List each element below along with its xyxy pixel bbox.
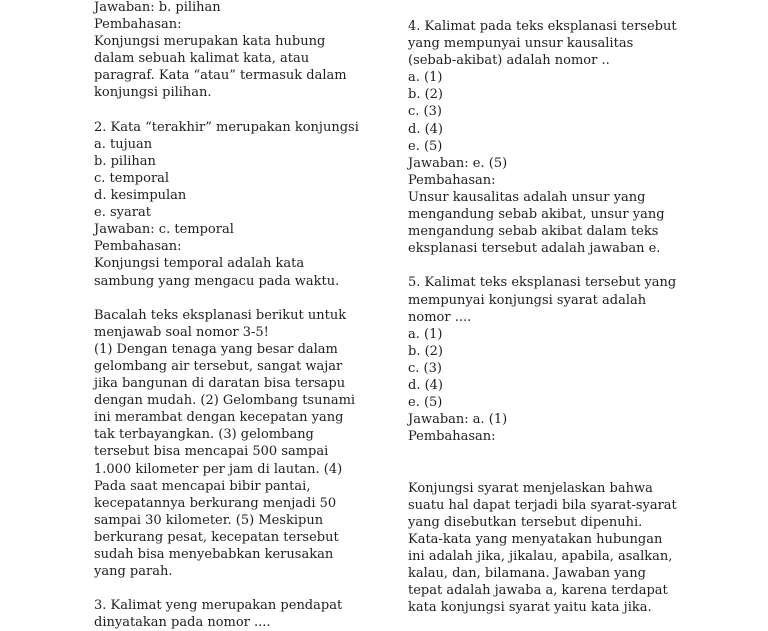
question-5 [408, 274, 698, 616]
left-column [94, 0, 376, 631]
q5-question-line: 5. Kalimat teks eksplanasi tersebut yang [408, 275, 677, 291]
passage-line: jika bangunan di daratan bisa tersapu [94, 376, 346, 392]
passage-line: dengan mudah. (2) Gelombang tsunami [94, 393, 356, 409]
question-2 [94, 119, 376, 290]
passage-line: yang parah. [94, 564, 173, 580]
q2-option: a. tujuan [94, 136, 153, 152]
q1-discussion-line: konjungsi pilihan. [94, 85, 212, 101]
q2-option: d. kesimpulan [94, 188, 187, 204]
passage-line: sudah bisa menyebabkan kerusakan [94, 547, 334, 562]
q3-question-line: 3. Kalimat yeng merupakan pendapat [94, 598, 343, 614]
q5-discussion-line: kalau, dan, bilamana. Jawaban yang [408, 566, 646, 581]
q2-discussion-line: sambung yang mengacu pada waktu. [94, 273, 340, 289]
q5-option: d. (4) [408, 377, 444, 393]
question-1-tail [94, 0, 376, 102]
q4-option: b. (2) [408, 87, 444, 103]
spacer [94, 102, 376, 119]
spacer [408, 257, 698, 274]
q1-discussion-label: Pembahasan: [94, 17, 182, 33]
q5-discussion-line: suatu hal dapat terjadi bila syarat-syarat [408, 497, 677, 513]
spacer [94, 290, 376, 307]
q5-discussion-line: kata konjungsi syarat yaitu kata jika. [408, 600, 652, 616]
q2-discussion-line: Konjungsi temporal adalah kata [94, 256, 305, 272]
q2-option: e. syarat [94, 205, 151, 221]
q3-question-line: dinyatakan pada nomor .... [94, 615, 271, 631]
q5-discussion-line: Kata-kata yang menyatakan hubungan [408, 531, 663, 547]
question-4 [408, 18, 698, 257]
q2-option: c. temporal [94, 170, 170, 186]
q5-answer: Jawaban: a. (1) [408, 412, 508, 428]
passage-line: tersebut bisa mencapai 500 sampai [94, 444, 329, 460]
q4-option: c. (3) [408, 104, 442, 120]
q5-option: c. (3) [408, 360, 442, 376]
passage-line: berkurang pesat, kecepatan tersebut [94, 529, 339, 545]
q5-discussion-line: ini adalah jika, jikalau, apabila, asalkan, [408, 548, 673, 564]
passage-line: tak terbayangkan. (3) gelombang [94, 427, 314, 443]
passage-line: (1) Dengan tenaga yang besar dalam [94, 341, 338, 357]
q2-discussion-label: Pembahasan: [94, 239, 182, 255]
q1-discussion-line: dalam sebuah kalimat kata, atau [94, 51, 310, 67]
passage-line: ini merambat dengan kecepatan yang [94, 410, 344, 426]
q2-question: 2. Kata “terakhir” merupakan konjungsi [94, 119, 359, 135]
q5-option: e. (5) [408, 395, 443, 411]
q4-answer: Jawaban: e. (5) [408, 155, 508, 171]
q4-discussion-label: Pembahasan: [408, 172, 496, 188]
q4-discussion-line: eksplanasi tersebut adalah jawaban e. [408, 241, 661, 257]
q4-question-line: yang mempunyai unsur kausalitas [408, 36, 634, 52]
spacer [408, 445, 698, 479]
q1-answer: Jawaban: b. pilihan [94, 0, 221, 15]
q2-option: b. pilihan [94, 153, 156, 169]
q5-option: b. (2) [408, 343, 444, 359]
explanation-passage [94, 307, 376, 581]
q5-question-line: nomor .... [408, 309, 472, 325]
q4-option: a. (1) [408, 70, 443, 86]
question-3 [94, 597, 376, 631]
q4-question-line: 4. Kalimat pada teks eksplanasi tersebut [408, 19, 677, 34]
q4-option: e. (5) [408, 138, 443, 154]
q5-option: a. (1) [408, 326, 443, 342]
passage-line: sampai 30 kilometer. (5) Meskipun [94, 512, 324, 528]
q5-discussion-line: yang disebutkan tersebut dipenuhi. [408, 514, 643, 530]
passage-intro-line: menjawab soal nomor 3-5! [94, 324, 269, 340]
passage-line: Pada saat mencapai bibir pantai, [94, 478, 311, 494]
passage-line: kecepatannya berkurang menjadi 50 [94, 495, 337, 511]
q4-question-line: (sebab-akibat) adalah nomor .. [408, 53, 610, 69]
q5-discussion-line: tepat adalah jawaba a, karena terdapat [408, 583, 668, 599]
passage-line: 1.000 kilometer per jam di lautan. (4) [94, 461, 343, 477]
q4-discussion-line: Unsur kausalitas adalah unsur yang [408, 189, 646, 205]
right-column [408, 18, 698, 616]
q5-discussion-label: Pembahasan: [408, 429, 496, 445]
q4-discussion-line: mengandung sebab akibat dalam teks [408, 224, 659, 240]
q4-discussion-line: mengandung sebab akibat, unsur yang [408, 207, 665, 223]
q5-question-line: mempunyai konjungsi syarat adalah [408, 292, 647, 308]
passage-line: gelombang air tersebut, sangat wajar [94, 358, 343, 374]
q5-discussion-line: Konjungsi syarat menjelaskan bahwa [408, 480, 653, 496]
q4-option: d. (4) [408, 121, 444, 137]
passage-intro-line: Bacalah teks eksplanasi berikut untuk [94, 307, 347, 323]
q2-answer: Jawaban: c. temporal [94, 222, 234, 238]
q1-discussion-line: Konjungsi merupakan kata hubung [94, 34, 326, 50]
q1-discussion-line: paragraf. Kata “atau” termasuk dalam [94, 68, 347, 84]
spacer [94, 580, 376, 597]
